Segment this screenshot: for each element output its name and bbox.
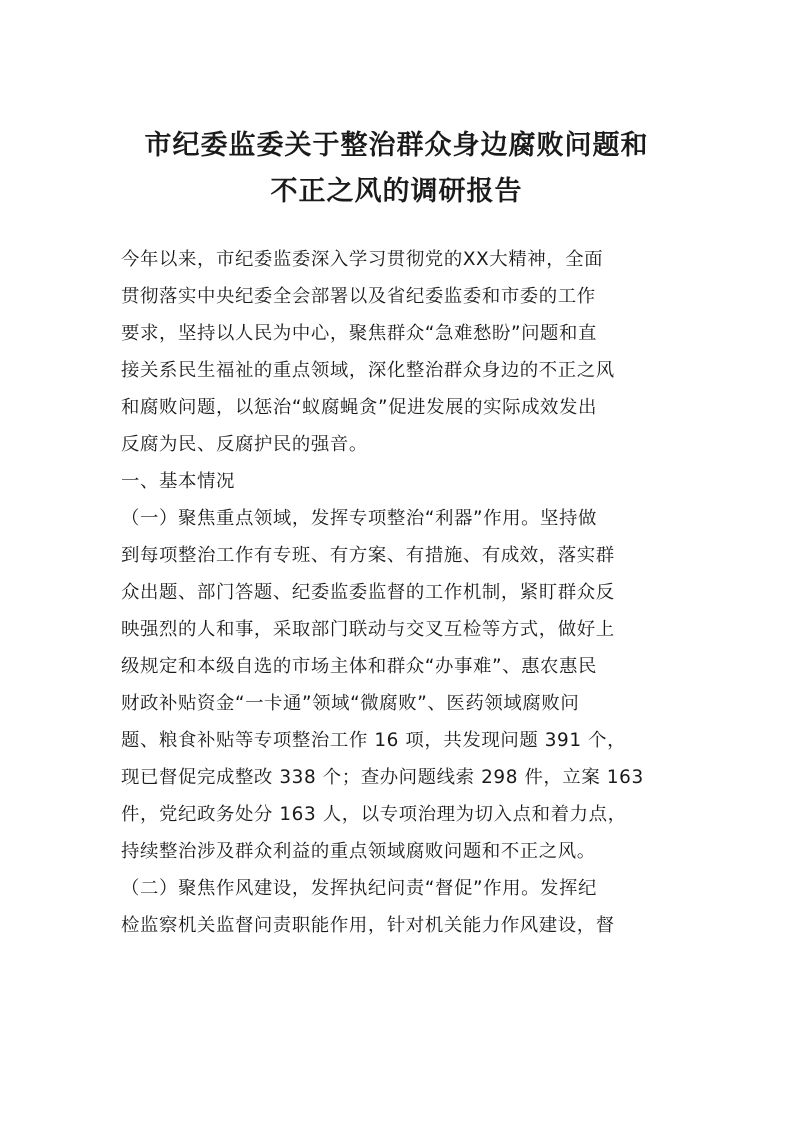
body-line: 持续整治涉及群众利益的重点领域腐败问题和不正之风。 (121, 841, 596, 862)
body-line: 贯彻落实中央纪委全会部署以及省纪委监委和市委的工作 (121, 286, 596, 307)
body-line: 财政补贴资金“一卡通”领域“微腐败”、医药领域腐败问 (121, 693, 580, 714)
body-line: 到每项整治工作有专班、有方案、有措施、有成效，落实群 (121, 545, 615, 566)
body-line: 映强烈的人和事，采取部门联动与交叉互检等方式，做好上 (121, 619, 615, 640)
body-line: 今年以来，市纪委监委深入学习贯彻党的XX大精神，全面 (121, 249, 604, 270)
body-line: 题、粮食补贴等专项整治工作 16 项，共发现问题 391 个， (121, 730, 627, 751)
body-line: 和腐败问题，以惩治“蚁腐蝇贪”促进发展的实际成效发出 (121, 397, 598, 418)
body-line: 众出题、部门答题、纪委监委监督的工作机制，紧盯群众反 (121, 582, 615, 603)
document-title-line-1: 市纪委监委关于整治群众身边腐败问题和 (144, 130, 649, 161)
section-heading: 一、基本情况 (121, 471, 235, 492)
body-line: 检监察机关监督问责职能作用，针对机关能力作风建设，督 (121, 915, 615, 936)
body-line: 接关系民生福祉的重点领域，深化整治群众身边的不正之风 (121, 360, 615, 381)
body-line: 要求，坚持以人民为中心，聚焦群众“急难愁盼”问题和直 (121, 323, 598, 344)
body-line: 级规定和本级自选的市场主体和群众“办事难”、惠农惠民 (121, 656, 598, 677)
body-line: 件，党纪政务处分 163 人，以专项治理为切入点和着力点， (121, 804, 627, 825)
body-line: （一）聚焦重点领域，发挥专项整治“利器”作用。坚持做 (121, 508, 598, 529)
document-title-line-2: 不正之风的调研报告 (270, 176, 523, 207)
body-line: 反腐为民、反腐护民的强音。 (121, 434, 368, 455)
body-line: （二）聚焦作风建设，发挥执纪问责“督促”作用。发挥纪 (121, 878, 598, 899)
body-line: 现已督促完成整改 338 个；查办问题线索 298 件，立案 163 (121, 767, 644, 788)
